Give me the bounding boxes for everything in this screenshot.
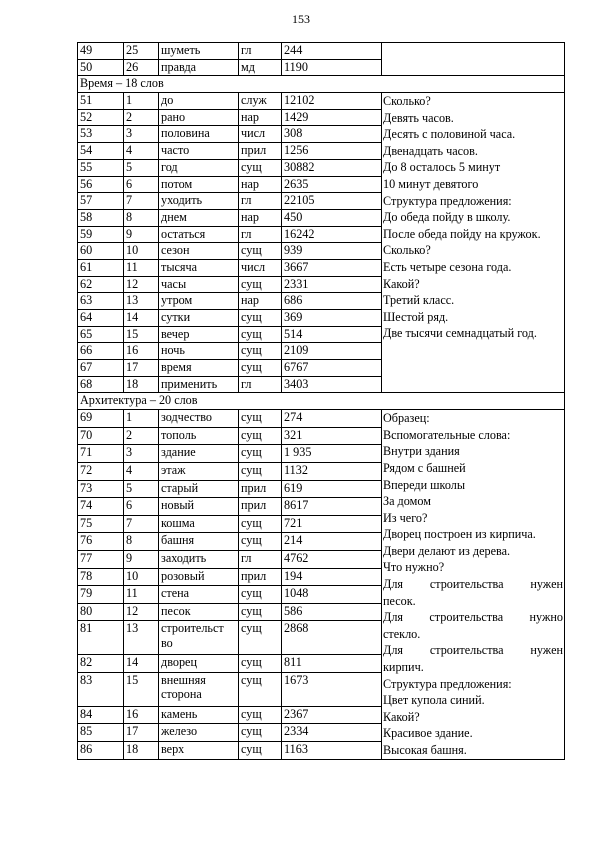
- row-number-cell: 68: [78, 376, 124, 393]
- note-line: Внутри здания: [383, 444, 460, 459]
- frequency-cell: 1 935: [282, 445, 382, 463]
- frequency-cell: 12102: [282, 93, 382, 110]
- part-of-speech-cell: сущ: [239, 427, 282, 445]
- row-number-cell: 51: [78, 93, 124, 110]
- row-number-cell: 67: [78, 360, 124, 377]
- note-line: Дворец построен из кирпича.: [383, 527, 536, 542]
- page-number: 153: [292, 12, 310, 26]
- frequency-cell: 1429: [282, 109, 382, 126]
- word-cell: вечер: [159, 326, 239, 343]
- row-number-cell: 66: [78, 343, 124, 360]
- row-number-cell: 84: [78, 706, 124, 724]
- section-index-cell: 11: [124, 259, 159, 276]
- section-index-cell: 14: [124, 655, 159, 673]
- row-number-cell: 65: [78, 326, 124, 343]
- section-index-cell: 1: [124, 93, 159, 110]
- frequency-cell: 2868: [282, 621, 382, 655]
- note-line: Для строительства нужен: [383, 577, 563, 592]
- frequency-cell: 2109: [282, 343, 382, 360]
- frequency-cell: 686: [282, 293, 382, 310]
- note-line: За домом: [383, 494, 431, 509]
- row-number-cell: 70: [78, 427, 124, 445]
- word-cell: потом: [159, 176, 239, 193]
- word-cell: остаться: [159, 226, 239, 243]
- frequency-cell: 308: [282, 126, 382, 143]
- word-cell: сезон: [159, 243, 239, 260]
- frequency-cell: 514: [282, 326, 382, 343]
- part-of-speech-cell: служ: [239, 93, 282, 110]
- frequency-cell: 1048: [282, 586, 382, 604]
- notes-cell: [382, 410, 565, 759]
- frequency-cell: 2635: [282, 176, 382, 193]
- row-number-cell: 57: [78, 193, 124, 210]
- word-cell: камень: [159, 706, 239, 724]
- section-index-cell: 9: [124, 551, 159, 569]
- note-line: Что нужно?: [383, 560, 445, 575]
- frequency-cell: 30882: [282, 159, 382, 176]
- section-index-cell: 5: [124, 480, 159, 498]
- word-cell: утром: [159, 293, 239, 310]
- row-number-cell: 63: [78, 293, 124, 310]
- notes-cell: [382, 43, 565, 76]
- frequency-cell: 619: [282, 480, 382, 498]
- row-number-cell: 75: [78, 515, 124, 533]
- note-line: Сколько?: [383, 243, 431, 258]
- row-number-cell: 71: [78, 445, 124, 463]
- note-line: Структура предложения:: [383, 193, 512, 208]
- section-index-cell: 8: [124, 533, 159, 551]
- section-index-cell: 18: [124, 741, 159, 759]
- section-index-cell: 11: [124, 586, 159, 604]
- part-of-speech-cell: прил: [239, 498, 282, 516]
- section-index-cell: 10: [124, 568, 159, 586]
- part-of-speech-cell: сущ: [239, 603, 282, 621]
- part-of-speech-cell: прил: [239, 568, 282, 586]
- note-line: Образец:: [383, 411, 430, 426]
- note-line: До 8 осталось 5 минут: [383, 160, 501, 175]
- row-number-cell: 85: [78, 724, 124, 742]
- note-line: 10 минут девятого: [383, 177, 479, 192]
- section-index-cell: 7: [124, 193, 159, 210]
- row-number-cell: 80: [78, 603, 124, 621]
- part-of-speech-cell: гл: [239, 193, 282, 210]
- frequency-cell: 1673: [282, 672, 382, 706]
- frequency-cell: 1132: [282, 462, 382, 480]
- part-of-speech-cell: прил: [239, 143, 282, 160]
- section-header-row: [78, 76, 565, 93]
- note-line: После обеда пойду на кружок.: [383, 226, 541, 241]
- word-cell: год: [159, 159, 239, 176]
- section-index-cell: 6: [124, 176, 159, 193]
- section-index-cell: 12: [124, 276, 159, 293]
- note-line: Вспомогательные слова:: [383, 427, 511, 442]
- note-line: Девять часов.: [383, 110, 454, 125]
- word-cell: старый: [159, 480, 239, 498]
- part-of-speech-cell: сущ: [239, 410, 282, 428]
- note-line: Какой?: [383, 709, 420, 724]
- section-index-cell: 4: [124, 462, 159, 480]
- part-of-speech-cell: числ: [239, 126, 282, 143]
- frequency-cell: 3403: [282, 376, 382, 393]
- word-cell: применить: [159, 376, 239, 393]
- frequency-cell: 244: [282, 43, 382, 60]
- section-index-cell: 12: [124, 603, 159, 621]
- frequency-cell: 3667: [282, 259, 382, 276]
- word-cell: новый: [159, 498, 239, 516]
- section-index-cell: 9: [124, 226, 159, 243]
- part-of-speech-cell: сущ: [239, 724, 282, 742]
- row-number-cell: 74: [78, 498, 124, 516]
- section-title: Время – 18 слов: [78, 76, 565, 93]
- note-line: Для строительства нужно: [383, 610, 563, 625]
- note-line: Какой?: [383, 276, 420, 291]
- table-row: [78, 43, 565, 60]
- frequency-cell: 2367: [282, 706, 382, 724]
- word-cell: этаж: [159, 462, 239, 480]
- table-row: [78, 410, 565, 428]
- row-number-cell: 55: [78, 159, 124, 176]
- row-number-cell: 64: [78, 310, 124, 327]
- word-cell: железо: [159, 724, 239, 742]
- note-line: Из чего?: [383, 510, 428, 525]
- section-index-cell: 3: [124, 445, 159, 463]
- word-cell: часы: [159, 276, 239, 293]
- note-line: песок.: [383, 593, 416, 608]
- row-number-cell: 69: [78, 410, 124, 428]
- note-line: Высокая башня.: [383, 743, 467, 757]
- word-cell: днем: [159, 209, 239, 226]
- note-line: Цвет купола синий.: [383, 693, 485, 708]
- frequency-cell: 939: [282, 243, 382, 260]
- row-number-cell: 53: [78, 126, 124, 143]
- part-of-speech-cell: сущ: [239, 621, 282, 655]
- part-of-speech-cell: гл: [239, 551, 282, 569]
- row-number-cell: 58: [78, 209, 124, 226]
- word-cell: внешняя сторона: [159, 672, 239, 706]
- row-number-cell: 60: [78, 243, 124, 260]
- note-line: стекло.: [383, 626, 421, 641]
- word-cell: тополь: [159, 427, 239, 445]
- row-number-cell: 54: [78, 143, 124, 160]
- part-of-speech-cell: мд: [239, 59, 282, 76]
- part-of-speech-cell: сущ: [239, 326, 282, 343]
- frequency-cell: 586: [282, 603, 382, 621]
- word-cell: верх: [159, 741, 239, 759]
- frequency-cell: 1163: [282, 741, 382, 759]
- row-number-cell: 83: [78, 672, 124, 706]
- note-line: Сколько?: [383, 94, 431, 109]
- frequency-cell: 2334: [282, 724, 382, 742]
- row-number-cell: 82: [78, 655, 124, 673]
- note-line: Десять с половиной часа.: [383, 127, 516, 142]
- note-line: Впереди школы: [383, 477, 466, 492]
- part-of-speech-cell: сущ: [239, 586, 282, 604]
- section-index-cell: 10: [124, 243, 159, 260]
- row-number-cell: 50: [78, 59, 124, 76]
- section-index-cell: 13: [124, 621, 159, 655]
- note-line: До обеда пойду в школу.: [383, 210, 511, 225]
- row-number-cell: 72: [78, 462, 124, 480]
- row-number-cell: 52: [78, 109, 124, 126]
- row-number-cell: 61: [78, 259, 124, 276]
- word-cell: время: [159, 360, 239, 377]
- section-index-cell: 1: [124, 410, 159, 428]
- word-cell: половина: [159, 126, 239, 143]
- row-number-cell: 77: [78, 551, 124, 569]
- frequency-cell: 274: [282, 410, 382, 428]
- section-index-cell: 8: [124, 209, 159, 226]
- row-number-cell: 62: [78, 276, 124, 293]
- row-number-cell: 86: [78, 741, 124, 759]
- part-of-speech-cell: сущ: [239, 159, 282, 176]
- section-index-cell: 13: [124, 293, 159, 310]
- part-of-speech-cell: сущ: [239, 462, 282, 480]
- notes-cell: [382, 93, 565, 393]
- frequency-cell: 1190: [282, 59, 382, 76]
- word-cell: дворец: [159, 655, 239, 673]
- section-index-cell: 4: [124, 143, 159, 160]
- section-index-cell: 5: [124, 159, 159, 176]
- section-index-cell: 18: [124, 376, 159, 393]
- part-of-speech-cell: нар: [239, 209, 282, 226]
- section-header-row: [78, 393, 565, 410]
- section-index-cell: 2: [124, 109, 159, 126]
- word-cell: рано: [159, 109, 239, 126]
- section-index-cell: 25: [124, 43, 159, 60]
- frequency-cell: 450: [282, 209, 382, 226]
- note-line: Двенадцать часов.: [383, 143, 478, 158]
- word-cell: уходить: [159, 193, 239, 210]
- section-index-cell: 14: [124, 310, 159, 327]
- section-index-cell: 15: [124, 672, 159, 706]
- note-line: Шестой ряд.: [383, 309, 449, 324]
- part-of-speech-cell: сущ: [239, 706, 282, 724]
- section-index-cell: 17: [124, 360, 159, 377]
- word-cell: шуметь: [159, 43, 239, 60]
- part-of-speech-cell: сущ: [239, 445, 282, 463]
- vocabulary-table: [77, 42, 565, 760]
- section-title: Архитектура – 20 слов: [78, 393, 565, 410]
- part-of-speech-cell: сущ: [239, 310, 282, 327]
- word-cell: строительст во: [159, 621, 239, 655]
- part-of-speech-cell: сущ: [239, 741, 282, 759]
- section-index-cell: 3: [124, 126, 159, 143]
- note-line: Две тысячи семнадцатый год.: [383, 326, 537, 341]
- section-index-cell: 16: [124, 343, 159, 360]
- row-number-cell: 59: [78, 226, 124, 243]
- note-line: Рядом с башней: [383, 460, 466, 475]
- row-number-cell: 56: [78, 176, 124, 193]
- section-index-cell: 17: [124, 724, 159, 742]
- row-number-cell: 73: [78, 480, 124, 498]
- part-of-speech-cell: сущ: [239, 655, 282, 673]
- row-number-cell: 49: [78, 43, 124, 60]
- part-of-speech-cell: сущ: [239, 672, 282, 706]
- part-of-speech-cell: сущ: [239, 533, 282, 551]
- note-line: Есть четыре сезона года.: [383, 260, 512, 274]
- note-line: Двери делают из дерева.: [383, 543, 511, 558]
- word-cell: до: [159, 93, 239, 110]
- frequency-cell: 6767: [282, 360, 382, 377]
- word-cell: здание: [159, 445, 239, 463]
- note-line: Третий класс.: [383, 293, 455, 308]
- section-index-cell: 6: [124, 498, 159, 516]
- part-of-speech-cell: гл: [239, 226, 282, 243]
- section-index-cell: 2: [124, 427, 159, 445]
- row-number-cell: 78: [78, 568, 124, 586]
- frequency-cell: 8617: [282, 498, 382, 516]
- frequency-cell: 4762: [282, 551, 382, 569]
- frequency-cell: 369: [282, 310, 382, 327]
- part-of-speech-cell: сущ: [239, 515, 282, 533]
- table-row: [78, 93, 565, 110]
- frequency-cell: 721: [282, 515, 382, 533]
- note-line: Для строительства нужен: [383, 643, 563, 658]
- part-of-speech-cell: числ: [239, 259, 282, 276]
- frequency-cell: 2331: [282, 276, 382, 293]
- part-of-speech-cell: сущ: [239, 243, 282, 260]
- part-of-speech-cell: гл: [239, 43, 282, 60]
- section-index-cell: 15: [124, 326, 159, 343]
- frequency-cell: 16242: [282, 226, 382, 243]
- part-of-speech-cell: гл: [239, 376, 282, 393]
- section-index-cell: 16: [124, 706, 159, 724]
- note-line: кирпич.: [383, 660, 424, 675]
- part-of-speech-cell: сущ: [239, 343, 282, 360]
- section-index-cell: 7: [124, 515, 159, 533]
- frequency-cell: 194: [282, 568, 382, 586]
- part-of-speech-cell: нар: [239, 176, 282, 193]
- word-cell: стена: [159, 586, 239, 604]
- note-line: Структура предложения:: [383, 676, 512, 691]
- word-cell: тысяча: [159, 259, 239, 276]
- row-number-cell: 79: [78, 586, 124, 604]
- word-cell: правда: [159, 59, 239, 76]
- part-of-speech-cell: нар: [239, 109, 282, 126]
- frequency-cell: 811: [282, 655, 382, 673]
- note-line: Красивое здание.: [383, 726, 473, 741]
- word-cell: заходить: [159, 551, 239, 569]
- row-number-cell: 81: [78, 621, 124, 655]
- part-of-speech-cell: сущ: [239, 360, 282, 377]
- part-of-speech-cell: прил: [239, 480, 282, 498]
- frequency-cell: 321: [282, 427, 382, 445]
- part-of-speech-cell: нар: [239, 293, 282, 310]
- word-cell: песок: [159, 603, 239, 621]
- word-cell: часто: [159, 143, 239, 160]
- frequency-cell: 22105: [282, 193, 382, 210]
- word-cell: башня: [159, 533, 239, 551]
- row-number-cell: 76: [78, 533, 124, 551]
- frequency-cell: 1256: [282, 143, 382, 160]
- word-cell: зодчество: [159, 410, 239, 428]
- word-cell: ночь: [159, 343, 239, 360]
- section-index-cell: 26: [124, 59, 159, 76]
- word-cell: кошма: [159, 515, 239, 533]
- word-cell: розовый: [159, 568, 239, 586]
- frequency-cell: 214: [282, 533, 382, 551]
- word-cell: сутки: [159, 310, 239, 327]
- part-of-speech-cell: сущ: [239, 276, 282, 293]
